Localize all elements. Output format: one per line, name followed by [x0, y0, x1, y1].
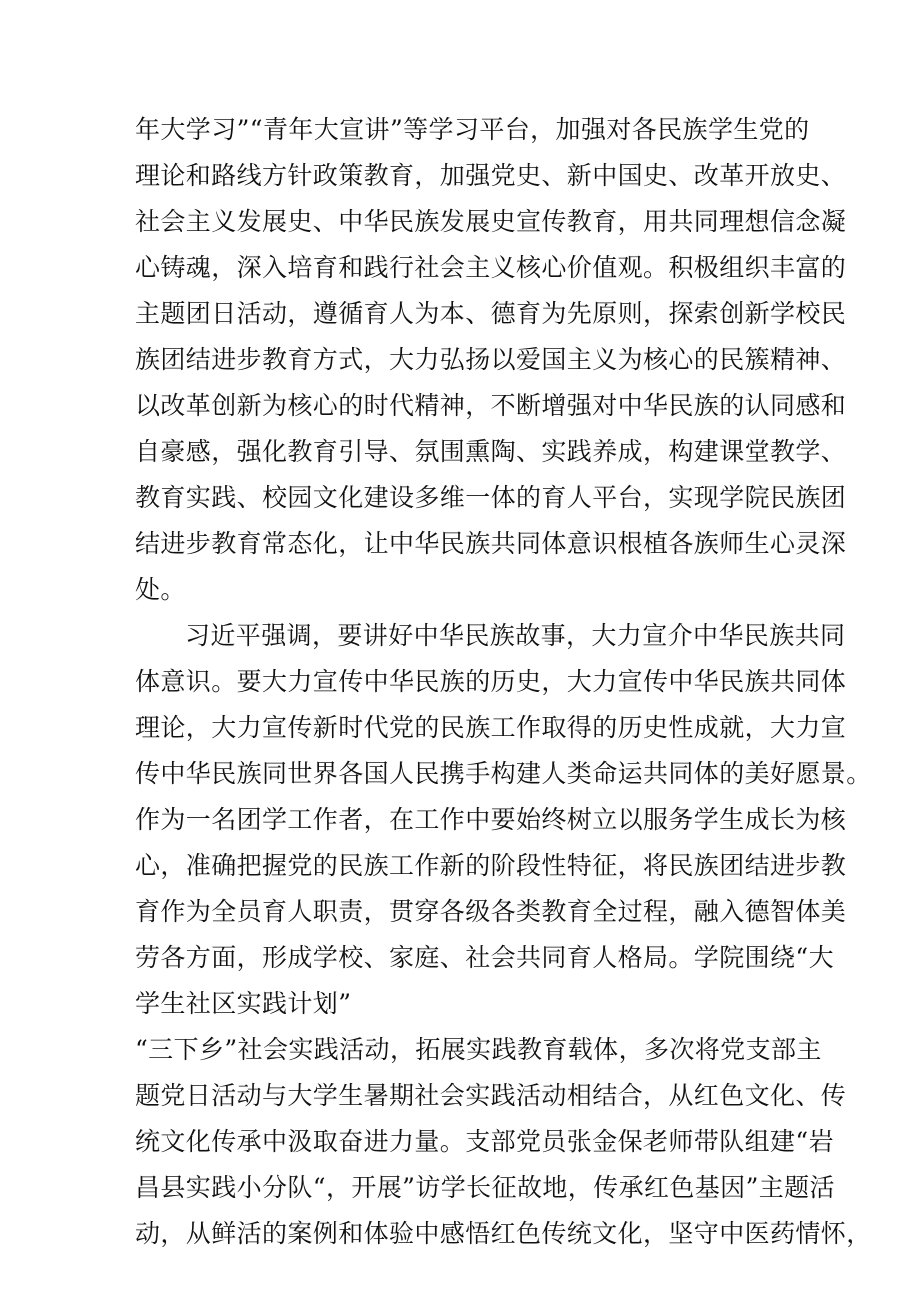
text-line: 昌县实践小分队“，开展”访学长征故地，传承红色基因”主题活 — [135, 1173, 835, 1202]
text-line: 自豪感，强化教育引导、氛围熏陶、实践养成，构建课堂教学、 — [135, 437, 847, 466]
text-line: 育作为全员育人职责，贯穿各级各类教育全过程，融入德智体美 — [135, 897, 847, 926]
text-line: 以改革创新为核心的时代精神，不断增强对中华民族的认同感和 — [135, 391, 847, 420]
text-line: 主题团日活动，遵循育人为本、德育为先原则，探索创新学校民 — [135, 299, 847, 328]
text-line: 学生社区实践计划” — [135, 989, 352, 1018]
text-line: 体意识。要大力宣传中华民族的历史，大力宣传中华民族共同体 — [135, 667, 847, 696]
text-line: 理论，大力宣传新时代党的民族工作取得的历史性成就，大力宣 — [135, 713, 847, 742]
text-line: 理论和路线方针政策教育，加强党史、新中国史、改革开放史、 — [135, 161, 847, 190]
text-line: 社会主义发展史、中华民族发展史宣传教育，用共同理想信念凝 — [135, 207, 847, 236]
text-line: 结进步教育常态化，让中华民族共同体意识根植各族师生心灵深 — [135, 529, 847, 558]
text-line: 统文化传承中汲取奋进力量。支部党员张金保老师带队组建“岩 — [135, 1127, 834, 1156]
text-line: 心铸魂，深入培育和践行社会主义核心价值观。积极组织丰富的 — [135, 253, 847, 282]
text-line: 劳各方面，形成学校、家庭、社会共同育人格局。学院围绕“大 — [135, 943, 834, 972]
text-line: 教育实践、校园文化建设多维一体的育人平台，实现学院民族团 — [135, 483, 847, 512]
text-line: 处。 — [135, 575, 186, 604]
text-line: 年大学习”“青年大宣讲”等学习平台，加强对各民族学生党的 — [135, 115, 810, 144]
text-line: 作为一名团学工作者，在工作中要始终树立以服务学生成长为核 — [135, 805, 847, 834]
text-line: 动，从鲜活的案例和体验中感悟红色传统文化，坚守中医药情怀， — [135, 1219, 872, 1248]
text-line: 心，准确把握党的民族工作新的阶段性特征，将民族团结进步教 — [135, 851, 847, 880]
paragraph-first-line: 习近平强调，要讲好中华民族故事，大力宣介中华民族共同 — [185, 621, 846, 650]
text-line: “三下乡”社会实践活动，拓展实践教育载体，多次将党支部主 — [135, 1035, 822, 1064]
text-line: 传中华民族同世界各国人民携手构建人类命运共同体的美好愿景。 — [135, 759, 872, 788]
text-line: 题党日活动与大学生暑期社会实践活动相结合，从红色文化、传 — [135, 1081, 847, 1110]
text-line: 族团结进步教育方式，大力弘扬以爱国主义为核心的民簇精神、 — [135, 345, 847, 374]
